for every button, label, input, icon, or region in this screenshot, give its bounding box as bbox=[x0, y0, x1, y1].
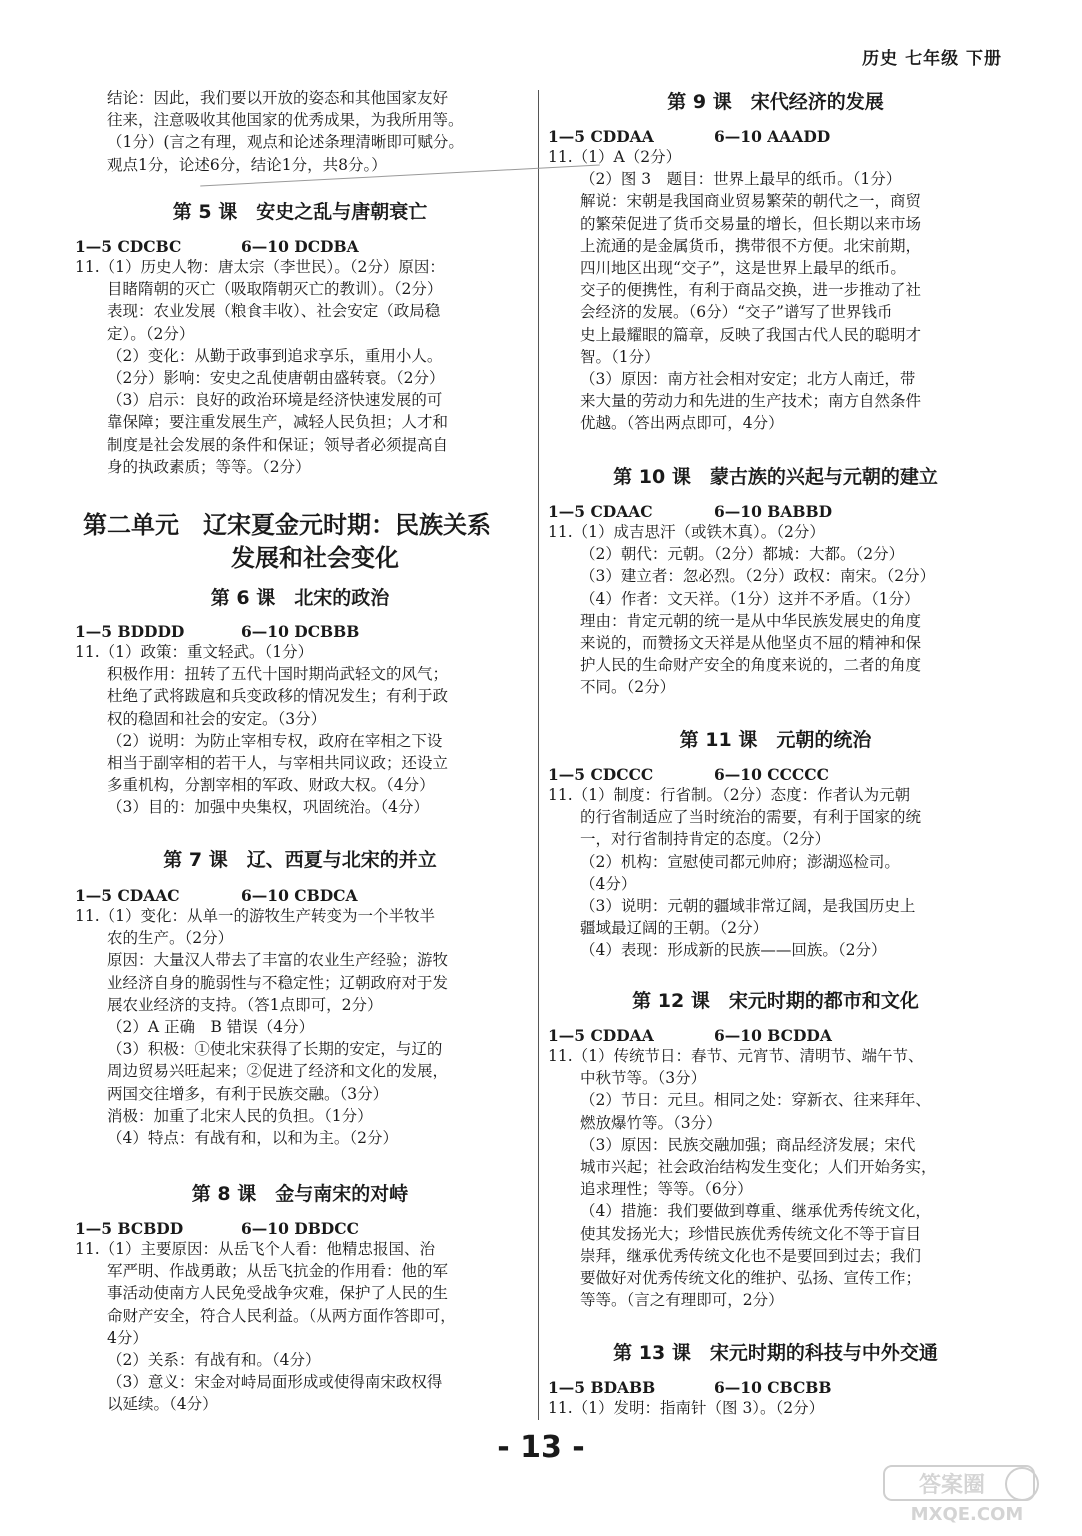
text-line: 结论：因此，我们要以开放的姿态和其他国家友好 bbox=[107, 89, 449, 107]
mc-1-5: 1—5 CDDAA bbox=[548, 127, 654, 146]
mc-6-10: 6—10 BCDDA bbox=[714, 1026, 832, 1045]
mc-6-10: 6—10 AAADD bbox=[714, 127, 831, 146]
text-line: （4）作者：文天祥。（1分）这并不矛盾。（1分） bbox=[580, 589, 920, 608]
text-line: 优越。（答出两点即可，4分） bbox=[580, 414, 784, 433]
text-line: （4分） bbox=[580, 874, 637, 893]
text-line: （2）说明：为防止宰相专权，政府在宰相之下设 bbox=[107, 731, 443, 750]
lesson-13-title: 第 13 课 宋元时期的科技与中外交通 bbox=[613, 1342, 938, 1364]
text-line: 命财产安全，符合人民利益。（从两方面作答即可， bbox=[107, 1306, 456, 1325]
text-line: （2）图 3 题目：世界上最早的纸币。（1分） bbox=[580, 170, 902, 189]
text-line: 展农业经济的支持。（答1点即可，2分） bbox=[107, 995, 383, 1014]
text-line: 史上最耀眼的篇章，反映了我国古代人民的聪明才 bbox=[580, 325, 922, 344]
mc-1-5: 1—5 CDDAA bbox=[548, 1026, 654, 1045]
text-line: 积极作用：扭转了五代十国时期尚武轻文的风气； bbox=[107, 665, 449, 684]
text-line: （2分）影响：安史之乱使唐朝由盛转衰。（2分） bbox=[107, 369, 445, 388]
text-line: 4分） bbox=[107, 1328, 148, 1347]
lesson-6-title: 第 6 课 北宋的政治 bbox=[210, 587, 390, 609]
lesson-13-answers bbox=[548, 1378, 832, 1419]
lesson-7-answers bbox=[75, 886, 448, 1149]
text-line: 来大量的劳动力和先进的生产技术；南方自然条件 bbox=[580, 392, 922, 411]
text-line: 燃放爆竹等。（3分） bbox=[580, 1113, 722, 1132]
text-line: （2）节日：元旦。相同之处：穿新衣、往来拜年、 bbox=[580, 1091, 931, 1110]
text-line: 权的稳固和社会的安定。（3分） bbox=[107, 709, 327, 728]
mc-6-10: 6—10 DCBBB bbox=[241, 622, 360, 641]
text-line: 11.（1）传统节日：春节、元宵节、清明节、端午节、 bbox=[548, 1047, 924, 1065]
lesson-12-title: 第 12 课 宋元时期的都市和文化 bbox=[632, 990, 919, 1012]
multiple-choice-answers bbox=[548, 765, 921, 784]
text-line: 原因：大量汉人带去了丰富的农业生产经验；游牧 bbox=[107, 951, 449, 970]
text-line: 周边贸易兴旺起来；②促进了经济和文化的发展， bbox=[107, 1062, 449, 1081]
text-line: （2）机构：宣慰使司都元帅府；澎湖巡检司。 bbox=[580, 852, 900, 871]
unit-title-line-2: 发展和社会变化 bbox=[231, 544, 399, 572]
text-line: 11.（1）发明：指南针（图 3）。（2分） bbox=[548, 1399, 825, 1417]
mc-6-10: 6—10 CBCBB bbox=[714, 1378, 832, 1397]
text-line: 11.（1）成吉思汗（或铁木真）。（2分） bbox=[548, 523, 825, 541]
watermark-logo bbox=[882, 1462, 1052, 1524]
text-line: （3）积极：①使北宋获得了长期的安定，与辽的 bbox=[107, 1040, 443, 1059]
text-line: （4）特点：有战有和，以和为主。（2分） bbox=[107, 1129, 398, 1148]
text-line: （3）建立者：忽必烈。（2分）政权：南宋。（2分） bbox=[580, 567, 936, 586]
lesson-9-answers bbox=[548, 127, 921, 435]
mc-6-10: 6—10 CCCCC bbox=[714, 765, 829, 784]
svg-text:MXQE.COM: MXQE.COM bbox=[910, 1504, 1024, 1524]
text-line: 消极：加重了北宋人民的负担。（1分） bbox=[107, 1106, 373, 1125]
lesson-6-answers bbox=[75, 622, 448, 819]
lesson-9-title: 第 9 课 宋代经济的发展 bbox=[667, 91, 884, 113]
multiple-choice-answers bbox=[548, 127, 921, 146]
text-line: 一，对行省制持肯定的态度。（2分） bbox=[580, 830, 831, 849]
text-line: 交子的便携性，有利于商品交换，进一步推动了社 bbox=[580, 281, 922, 300]
text-line: 11.（1）主要原因：从岳飞个人看：他精忠报国、治 bbox=[75, 1240, 436, 1258]
text-line: 杜绝了武将跋扈和兵变政移的情况发生；有利于政 bbox=[107, 687, 449, 706]
text-line: （3）启示：良好的政治环境是经济快速发展的可 bbox=[107, 391, 443, 410]
text-line: 农的生产。（2分） bbox=[107, 929, 234, 948]
text-line: （3）目的：加强中央集权，巩固统治。（4分） bbox=[107, 798, 429, 817]
page-header: 历史 七年级 下册 bbox=[862, 49, 1002, 69]
text-line: 身的执政素质；等等。（2分） bbox=[107, 457, 311, 476]
text-line: 城市兴起；社会政治结构发生变化；人们开始务实， bbox=[580, 1158, 937, 1177]
text-line: 使其发扬光大；珍惜民族优秀传统文化不等于盲目 bbox=[580, 1224, 922, 1243]
mc-6-10: 6—10 DBDCC bbox=[241, 1219, 359, 1238]
text-line: 崇拜，继承优秀传统文化也不是要回到过去；我们 bbox=[580, 1246, 922, 1265]
text-line: 中秋节等。（3分） bbox=[580, 1069, 707, 1088]
mc-1-5: 1—5 CDAAC bbox=[548, 502, 653, 521]
text-line: 智。（1分） bbox=[580, 347, 660, 366]
multiple-choice-answers bbox=[75, 1219, 456, 1238]
text-line: 理由：肯定元朝的统一是从中华民族发展史的角度 bbox=[580, 611, 922, 630]
text-line: 以延续。（4分） bbox=[107, 1395, 218, 1414]
lesson-7-title: 第 7 课 辽、西夏与北宋的并立 bbox=[163, 849, 437, 871]
multiple-choice-answers bbox=[548, 1026, 937, 1045]
text-line: （2）A 正确 B 错误（4分） bbox=[107, 1018, 315, 1037]
mc-1-5: 1—5 BDABB bbox=[548, 1378, 656, 1397]
text-line: 等等。（言之有理即可，2分） bbox=[580, 1291, 784, 1310]
mc-6-10: 6—10 DCDBA bbox=[241, 237, 359, 256]
text-line: 制度是社会发展的条件和保证；领导者必须提高自 bbox=[107, 435, 449, 454]
text-line: 要做好对优秀传统文化的维护、弘扬、宣传工作； bbox=[580, 1269, 922, 1288]
text-line: 解说：宋朝是我国商业贸易繁荣的朝代之一，商贸 bbox=[580, 192, 922, 211]
text-line: 来说的，而赞扬文天祥是从他坚贞不屈的精神和保 bbox=[580, 634, 922, 653]
multiple-choice-answers bbox=[75, 886, 448, 905]
multiple-choice-answers bbox=[548, 502, 935, 521]
mc-1-5: 1—5 CDAAC bbox=[75, 886, 180, 905]
text-line: 定）。（2分） bbox=[107, 324, 195, 343]
text-line: 11.（1）制度：行省制。（2分）态度：作者认为元朝 bbox=[548, 786, 911, 804]
unit-title-line-1: 第二单元 辽宋夏金元时期：民族关系 bbox=[83, 511, 491, 539]
page-number: - 13 - bbox=[497, 1430, 585, 1465]
lesson-8-title: 第 8 课 金与南宋的对峙 bbox=[191, 1183, 409, 1205]
lesson-10-answers bbox=[548, 502, 935, 699]
column-divider bbox=[538, 90, 539, 1420]
text-line: 两国交往增多，有利于民族交融。（3分） bbox=[107, 1084, 389, 1103]
text-line: （2）朝代：元朝。（2分）都城：大都。（2分） bbox=[580, 545, 905, 564]
text-line: 四川地区出现“交子”，这是世界上最早的纸币。 bbox=[580, 259, 906, 278]
lesson-5-answers bbox=[75, 237, 448, 478]
text-line: 往来，注意吸收其他国家的优秀成果，为我所用等。 bbox=[107, 111, 464, 130]
text-line: （1分）(言之有理，观点和论述条理清晰即可赋分。 bbox=[107, 133, 464, 152]
text-line: （3）原因：南方社会相对安定；北方人南迁，带 bbox=[580, 370, 916, 389]
text-line: 的繁荣促进了货币交易量的增长，但长期以来市场 bbox=[580, 214, 922, 233]
text-line: 多重机构，分割宰相的军政、财政大权。（4分） bbox=[107, 776, 435, 795]
multiple-choice-answers bbox=[75, 622, 448, 641]
multiple-choice-answers bbox=[548, 1378, 832, 1397]
text-line: 不同。（2分） bbox=[580, 678, 676, 697]
lesson-5-title: 第 5 课 安史之乱与唐朝衰亡 bbox=[172, 201, 428, 223]
text-line: 11.（1）历史人物：唐太宗（李世民）。（2分）原因： bbox=[75, 258, 445, 276]
mc-1-5: 1—5 BDDDD bbox=[75, 622, 185, 641]
text-line: （2）关系：有战有和。（4分） bbox=[107, 1351, 321, 1370]
text-line: 上流通的是金属货币，携带很不方便。北宋前期， bbox=[580, 236, 922, 255]
text-line: 表现：农业发展（粮食丰收）、社会安定（政局稳 bbox=[107, 302, 441, 321]
text-line: （2）变化：从勤于政事到追求享乐，重用小人。 bbox=[107, 346, 443, 365]
text-line: （4）表现：形成新的民族——回族。（2分） bbox=[580, 941, 887, 960]
text-line: 观点1分，论述6分，结论1分，共8分。） bbox=[107, 155, 387, 174]
mc-6-10: 6—10 BABBD bbox=[714, 502, 833, 521]
lesson-12-answers bbox=[548, 1026, 937, 1311]
text-line: 11.（1）政策：重文轻武。（1分） bbox=[75, 643, 314, 661]
lesson-10-title: 第 10 课 蒙古族的兴起与元朝的建立 bbox=[613, 466, 938, 488]
text-line: （3）意义：宋金对峙局面形成或使得南宋政权得 bbox=[107, 1373, 443, 1392]
text-line: （3）说明：元朝的疆域非常辽阔，是我国历史上 bbox=[580, 897, 916, 916]
text-line: 追求理性；等等。（6分） bbox=[580, 1180, 753, 1199]
text-line: 疆域最辽阔的王朝。（2分） bbox=[580, 919, 769, 938]
text-line: 的行省制适应了当时统治的需要，有利于国家的统 bbox=[580, 808, 922, 827]
text-line: 靠保障；要注重发展生产，减轻人民负担；人才和 bbox=[107, 413, 449, 432]
text-line: 军严明、作战勇敢；从岳飞抗金的作用看：他的军 bbox=[107, 1262, 449, 1281]
text-line: 护人民的生命财产安全的角度来说的，二者的角度 bbox=[580, 656, 922, 675]
text-line: （3）原因：民族交融加强；商品经济发展；宋代 bbox=[580, 1135, 916, 1154]
text-line: 会经济的发展。（6分）“交子”谱写了世界钱币 bbox=[580, 303, 893, 322]
multiple-choice-answers bbox=[75, 237, 448, 256]
text-line: 11.（1）变化：从单一的游牧生产转变为一个半牧半 bbox=[75, 907, 436, 925]
svg-text:答案圈: 答案圈 bbox=[918, 1473, 986, 1498]
lesson-11-answers bbox=[548, 765, 921, 962]
mc-1-5: 1—5 CDCBC bbox=[75, 237, 182, 256]
text-line: 相当于副宰相的若干人，与宰相共同议政；还设立 bbox=[107, 754, 449, 773]
mc-1-5: 1—5 BCBDD bbox=[75, 1219, 184, 1238]
lesson-8-answers bbox=[75, 1219, 456, 1416]
text-line: （4）措施：我们要做到尊重、继承优秀传统文化， bbox=[580, 1202, 931, 1221]
text-line: 目睹隋朝的灭亡（吸取隋朝灭亡的教训）。（2分） bbox=[107, 280, 443, 299]
text-line: 事活动使南方人民免受战争灾难，保护了人民的生 bbox=[107, 1284, 449, 1303]
text-line: 业经济自身的脆弱性与不稳定性；辽朝政府对于发 bbox=[107, 973, 449, 992]
text-line: 11.（1）A（2分） bbox=[548, 148, 682, 166]
lesson-11-title: 第 11 课 元朝的统治 bbox=[679, 729, 872, 751]
intro-conclusion bbox=[75, 87, 464, 176]
mc-6-10: 6—10 CBDCA bbox=[241, 886, 358, 905]
mc-1-5: 1—5 CDCCC bbox=[548, 765, 654, 784]
